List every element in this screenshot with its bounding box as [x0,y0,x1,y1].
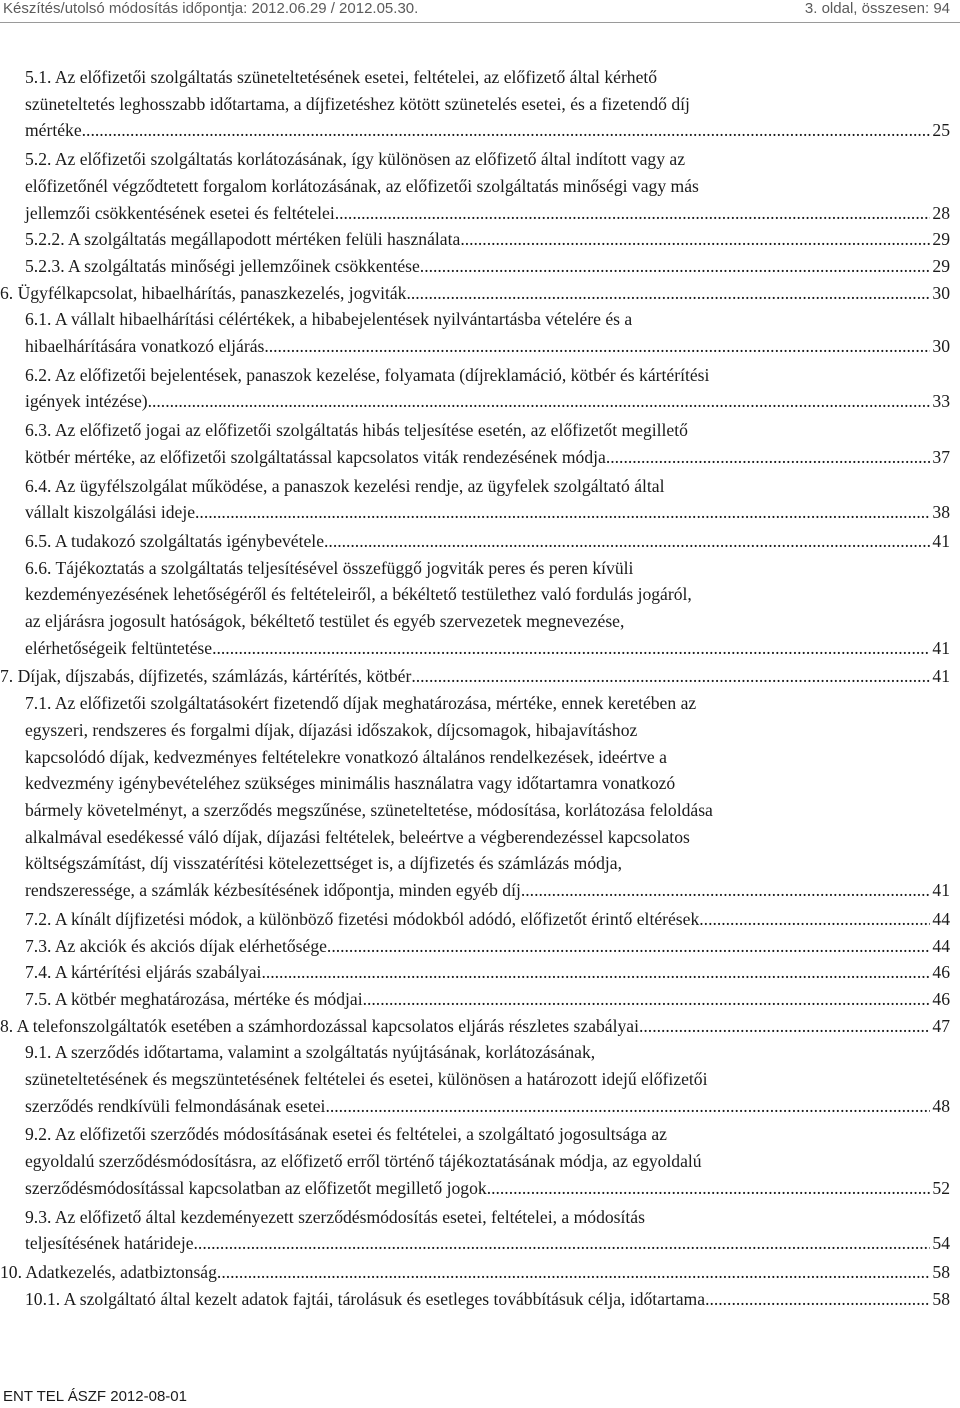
toc-page-number: 41 [932,666,950,687]
toc-entry[interactable] [0,362,950,415]
toc-entry-title: 5.2.2. A szolgáltatás megállapodott mértéken felüli használata [25,229,461,250]
toc-entry-final-line [25,635,950,662]
toc-entry[interactable] [0,986,950,1013]
toc-entry-line: 6.2. Az előfizetői bejelentések, panaszok kezelése, folyamata (díjreklamáció, kötbér és kártérítési [25,364,710,385]
toc-entry-line: bármely követelményt, a szerződés megszűnése, szüneteltetése, módosítása, korlátozása feloldása [25,799,713,820]
toc-entry-title: rendszeressége, a számlák kézbesítésének időpontja, minden egyéb díj [25,880,521,901]
toc-page-number: 30 [932,282,950,303]
toc-entry-final-line [25,200,950,227]
toc-entry-line: alkalmával esedékessé váló díjak, díjazási feltételek, beleértve a végberendezéssel kapcsolatos [25,826,690,847]
toc-entry-title: szerződés rendkívüli felmondásának esetei [25,1095,326,1116]
toc-entry[interactable] [0,280,950,307]
toc-entry-title: 7.5. A kötbér meghatározása, mértéke és módjai [25,988,363,1009]
page-header [0,0,960,20]
toc-entry-final-line [0,1259,950,1286]
toc-entry[interactable] [0,933,950,960]
toc-page-number: 33 [932,391,950,412]
toc-entry-final-line [25,388,950,415]
toc-page-number: 46 [932,962,950,983]
dot-leader [212,635,930,662]
toc-entry[interactable] [0,690,950,904]
dot-leader [195,499,930,526]
toc-entry-title: 5.2.3. A szolgáltatás minőségi jellemzőinek csökkentése [25,255,420,276]
dot-leader [639,1013,930,1040]
toc-entry-title: 7.2. A kínált díjfizetési módok, a különböző fizetési módokból adódó, előfizetőt érintő eltérések [25,908,700,929]
toc-page-number: 41 [932,530,950,551]
toc-entry-final-line [25,877,950,904]
toc-entry-final-line [25,117,950,144]
dot-leader [148,388,931,415]
toc-entry-title: mértéke [25,120,82,141]
dot-leader [705,1286,930,1313]
toc-entry-title: teljesítésének határideje [25,1233,194,1254]
toc-entry-line: kapcsolódó díjak, kedvezményes feltételekre vonatkozó általános rendelkezések, ideértve a [25,746,667,767]
toc-entry[interactable] [0,1204,950,1257]
toc-entry-final-line [25,1093,950,1120]
toc-entry-final-line [25,333,950,360]
toc-page-number: 46 [932,988,950,1009]
toc-page-number: 52 [932,1177,950,1198]
table-of-contents [0,64,950,1312]
toc-entry-title: elérhetőségeik feltüntetése [25,637,213,658]
toc-page-number: 58 [932,1261,950,1282]
toc-entry-line: 6.4. Az ügyfélszolgálat működése, a panaszok kezelési rendje, az ügyfelek szolgáltató által [25,475,665,496]
toc-entry-title: hibaelhárítására vonatkozó eljárás [25,336,265,357]
toc-entry[interactable] [0,906,950,933]
dot-leader [261,959,930,986]
toc-page-number: 48 [932,1095,950,1116]
toc-entry-title: 8. A telefonszolgáltatók esetében a számhordozással kapcsolatos eljárás részletes szabályai [0,1015,639,1036]
toc-entry-final-line [25,986,950,1013]
toc-entry-line: egyszeri, rendszeres és forgalmi díjak, díjazási időszakok, díjcsomagok, hibajavításhoz [25,719,638,740]
toc-entry-title: szerződésmódosítással kapcsolatban az előfizetőt megillető jogok [25,1177,487,1198]
page-footer: ENT TEL ÁSZF 2012-08-01 [3,1388,187,1405]
toc-entry[interactable] [0,528,950,555]
toc-entry-line: 9.2. Az előfizetői szerződés módosításának esetei és feltételei, a szolgáltató jogosultsága az [25,1124,667,1145]
toc-entry-title: jellemzői csökkentésének esetei és feltételei [25,202,335,223]
dot-leader [217,1259,930,1286]
toc-page-number: 29 [932,229,950,250]
toc-entry[interactable] [0,1121,950,1201]
toc-entry-final-line [0,1013,950,1040]
toc-entry-title: 10. Adatkezelés, adatbiztonság [0,1261,217,1282]
dot-leader [327,933,930,960]
dot-leader [606,444,931,471]
toc-entry[interactable] [0,473,950,526]
toc-entry-line: 6.1. A vállalt hibaelhárítási célértékek, a hibabejelentések nyilvántartásba vételére és a [25,309,633,330]
toc-entry[interactable] [0,1013,950,1040]
toc-entry-title: igények intézése) [25,391,148,412]
toc-entry-title: 7. Díjak, díjszabás, díjfizetés, számlázás, kártérítés, kötbér [0,666,412,687]
toc-entry[interactable] [0,253,950,280]
toc-page-number: 47 [932,1015,950,1036]
toc-entry-final-line [25,959,950,986]
toc-entry-line: kedvezmény igénybevételéhez szükséges minimális használatra vagy időtartamra vonatkozó [25,773,676,794]
header-page-count: 3. oldal, összesen: 94 [804,0,950,17]
toc-page-number: 25 [932,120,950,141]
toc-page-number: 38 [932,502,950,523]
toc-entry-line: 5.2. Az előfizetői szolgáltatás korlátozásának, így különösen az előfizető által indított vagy az [25,149,686,170]
toc-entry-final-line [25,933,950,960]
toc-entry-line: kezdeményezésének lehetőségéről és feltételeiről, a békéltető testülethez való fordulás jogáról, [25,584,692,605]
dot-leader [325,1093,930,1120]
toc-entry-line: 5.1. Az előfizetői szolgáltatás szüneteltetésének esetei, feltételei, az előfizető által kérhető [25,67,658,87]
toc-entry[interactable] [0,226,950,253]
toc-entry-line: egyoldalú szerződésmódosításra, az előfizető erről történő tájékoztatásának módja, az egyoldalú [25,1151,702,1172]
toc-entry[interactable] [0,146,950,226]
toc-entry[interactable] [0,1039,950,1119]
toc-page-number: 54 [932,1233,950,1254]
dot-leader [335,200,931,227]
dot-leader [324,528,930,555]
toc-entry-line: előfizetőnél végződtetett forgalom korlátozásának, az előfizetői szolgáltatás minőségi vagy más [25,175,699,196]
toc-entry[interactable] [0,555,950,662]
toc-entry[interactable] [0,1286,950,1313]
toc-entry-line: 9.3. Az előfizető által kezdeményezett szerződésmódosítás esetei, feltételei, a módosítás [25,1206,645,1227]
toc-page-number: 28 [932,202,950,223]
toc-entry-title: 10.1. A szolgáltató által kezelt adatok fajtái, tárolásuk és esetleges továbbításuk célja, időtartama [25,1288,706,1309]
toc-entry-title: 7.3. Az akciók és akciós díjak elérhetősége [25,935,327,956]
toc-page-number: 58 [932,1288,950,1309]
toc-entry[interactable] [0,306,950,359]
toc-entry-final-line [25,499,950,526]
toc-entry-title: vállalt kiszolgálási ideje [25,502,196,523]
toc-entry-final-line [25,444,950,471]
toc-entry-title: 6. Ügyfélkapcsolat, hibaelhárítás, panaszkezelés, jogviták [0,282,407,303]
toc-page-number: 44 [932,908,950,929]
toc-entry[interactable] [0,64,950,144]
toc-entry-final-line [0,280,950,307]
toc-entry-title: 6.5. A tudakozó szolgáltatás igénybevétele [25,530,325,551]
header-timestamp: Készítés/utolsó módosítás időpontja: 2012.06.29 / 2012.05.30. [3,0,419,17]
dot-leader [411,663,930,690]
toc-entry-line: költségszámítást, díj visszatérítési kötelezettséget is, a díjfizetés és számlázás módja, [25,853,623,874]
toc-entry-title: 7.4. A kártérítési eljárás szabályai [25,962,262,983]
toc-entry-final-line [25,1175,950,1202]
toc-entry-final-line [25,253,950,280]
toc-page-number: 41 [932,637,950,658]
dot-leader [460,226,930,253]
toc-page-number: 29 [932,255,950,276]
toc-entry-final-line [25,906,950,933]
toc-entry-line: 6.6. Tájékoztatás a szolgáltatás teljesítésével összefüggő jogviták peres és peren kívüli [25,557,634,578]
toc-entry-final-line [25,1230,950,1257]
header-divider [0,22,960,23]
toc-entry[interactable] [0,663,950,690]
dot-leader [363,986,931,1013]
toc-entry-final-line [25,226,950,253]
toc-page-number: 30 [932,336,950,357]
dot-leader [264,333,930,360]
toc-page-number: 41 [932,880,950,901]
toc-entry-line: szüneteltetés leghosszabb időtartama, a díjfizetéshez kötött szünetelés esetei, és a fizetendő díj [25,93,690,114]
dot-leader [521,877,931,904]
dot-leader [194,1230,931,1257]
toc-entry[interactable] [0,1259,950,1286]
toc-entry-line: 9.1. A szerződés időtartama, valamint a szolgáltatás nyújtásának, korlátozásának, [25,1042,596,1063]
dot-leader [699,906,930,933]
toc-entry-line: 6.3. Az előfizető jogai az előfizetői szolgáltatás hibás teljesítése esetén, az előfizetőt megillető [25,420,688,441]
toc-entry-final-line [0,663,950,690]
dot-leader [406,280,930,307]
toc-entry-line: szüneteltetésének és megszüntetésének feltételei és esetei, különösen a határozott idejű előfizetői [25,1069,708,1090]
toc-entry-title: kötbér mértéke, az előfizetői szolgáltatással kapcsolatos viták rendezésének módja [25,446,606,467]
toc-entry-line: az eljárásra jogosult hatóságok, békéltető testület és egyéb szervezetek megnevezése, [25,611,625,632]
toc-entry-final-line [25,1286,950,1313]
toc-page-number: 37 [932,446,950,467]
dot-leader [420,253,931,280]
toc-page-number: 44 [932,935,950,956]
toc-entry[interactable] [0,417,950,470]
dot-leader [82,117,931,144]
dot-leader [487,1175,931,1202]
toc-entry-line: 7.1. Az előfizetői szolgáltatásokért fizetendő díjak meghatározása, mértéke, ennek keretében az [25,693,697,714]
toc-entry[interactable] [0,959,950,986]
toc-entry-final-line [25,528,950,555]
